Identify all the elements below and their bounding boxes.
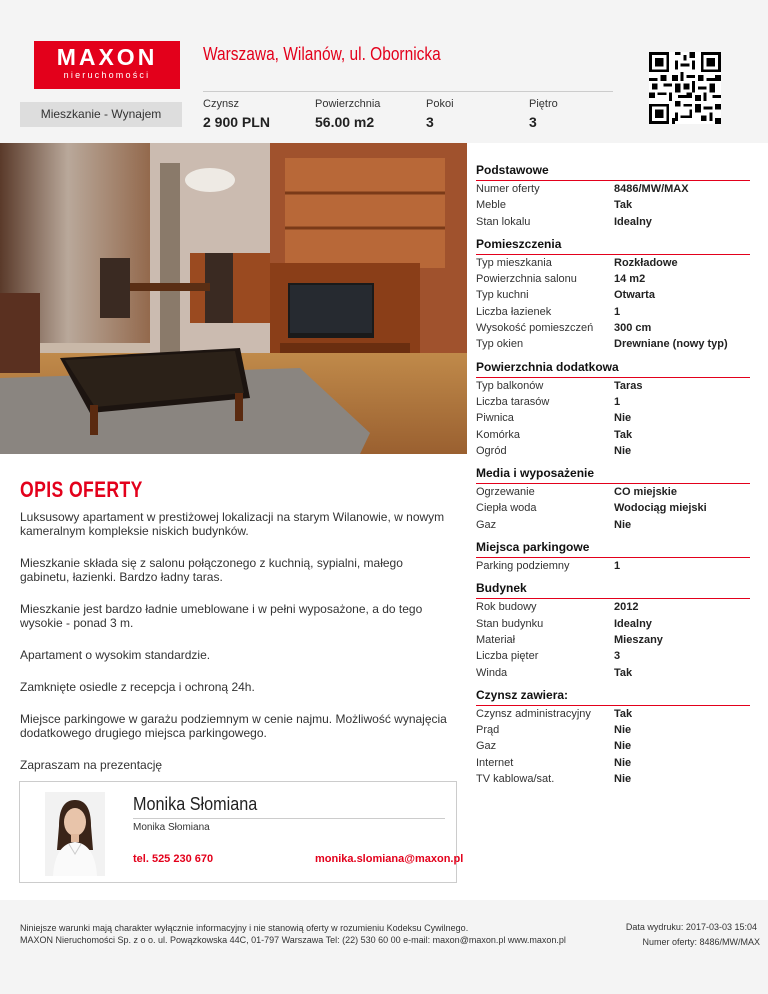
description-text [20, 510, 450, 790]
section-building [476, 581, 750, 680]
detail-value: Tak [614, 666, 633, 679]
detail-row [476, 706, 750, 722]
agent-name: Monika Słomiana [133, 794, 258, 814]
section-title: Czynsz zawiera: [476, 688, 750, 706]
detail-key: Liczba tarasów [476, 395, 550, 408]
section-basic [476, 163, 750, 230]
detail-row [476, 378, 750, 394]
detail-value: 300 cm [614, 322, 652, 335]
detail-value: 3 [614, 650, 621, 663]
detail-value: Idealny [614, 215, 652, 228]
detail-key: Gaz [476, 518, 497, 531]
detail-row [476, 320, 750, 336]
detail-key: Gaz [476, 740, 497, 753]
detail-value: Wodociąg miejski [614, 502, 707, 515]
detail-value: 8486/MW/MAX [614, 183, 689, 195]
detail-key: Prąd [476, 724, 500, 737]
detail-value: 1 [614, 305, 621, 318]
stat-floor [529, 98, 558, 130]
detail-key: Winda [476, 666, 508, 679]
detail-key: TV kablowa/sat. [476, 773, 555, 786]
section-title: Podstawowe [476, 163, 750, 181]
detail-key: Ogrzewanie [476, 486, 535, 499]
detail-row [476, 517, 750, 533]
offer-title: Warszawa, Wilanów, ul. Obornicka [203, 44, 441, 64]
avatar [45, 792, 105, 876]
section-title: Miejsca parkingowe [476, 540, 750, 558]
detail-value: Rozkładowe [614, 256, 678, 269]
detail-value: 1 [614, 395, 621, 408]
apartment-photo[interactable] [0, 143, 467, 454]
detail-row [476, 443, 750, 459]
detail-value: Nie [614, 412, 632, 425]
detail-value: 1 [614, 560, 621, 573]
stat-area [315, 98, 380, 130]
detail-row [476, 648, 750, 664]
description-paragraph: Zapraszam na prezentację [20, 758, 163, 772]
detail-row [476, 738, 750, 754]
detail-row [476, 394, 750, 410]
detail-row [476, 287, 750, 303]
footer-print-date: Data wydruku: 2017-03-03 15:04 [625, 922, 757, 932]
agent-card [19, 781, 464, 883]
detail-key: Wysokość pomieszczeń [476, 322, 594, 335]
detail-value: Nie [614, 724, 632, 737]
description-paragraph: Mieszkanie jest bardzo ładnie umeblowane i w pełni wyposażone, a do tego wysokie - ponad 3 m. [20, 602, 423, 630]
section-title: Budynek [476, 581, 750, 599]
detail-key: Materiał [476, 633, 516, 646]
detail-value: 2012 [614, 601, 639, 614]
detail-key: Komórka [476, 428, 521, 441]
agent-divider [133, 818, 445, 819]
detail-row [476, 304, 750, 320]
stat-value: 56.00 m2 [315, 114, 375, 130]
logo-sub-text: nieruchomości [63, 70, 151, 80]
detail-value: Nie [614, 773, 632, 786]
stat-rooms [426, 98, 454, 130]
description-paragraph: Luksusowy apartament w prestiżowej lokalizacji na starym Wilanowie, w nowym kameralnym kompleksie niskich budynków. [20, 510, 445, 538]
detail-value: Idealny [614, 617, 652, 630]
detail-row [476, 755, 750, 771]
detail-key: Czynsz administracyjny [476, 707, 591, 720]
detail-row [476, 599, 750, 615]
description-paragraph: Mieszkanie składa się z salonu połączonego z kuchnią, sypialni, małego gabinetu, łazienki. Bardzo ładny taras. [20, 556, 403, 584]
detail-key: Typ okien [476, 338, 524, 351]
footer-company-info: MAXON Nieruchomości Sp. z o o. ul. Powązkowska 44C, 01-797 Warszawa Tel: (22) 530 60 00 e-mail: maxon@maxon.pl www.maxon.pl [20, 935, 566, 945]
detail-key: Internet [476, 756, 514, 769]
logo-main-text: MAXON [56, 44, 158, 70]
description-paragraph: Zamknięte osiedle z recepcja i ochroną 24h. [20, 680, 255, 694]
detail-value: CO miejskie [614, 486, 677, 499]
detail-key: Typ kuchni [476, 289, 529, 302]
detail-value: Nie [614, 518, 632, 531]
detail-key: Liczba łazienek [476, 305, 552, 318]
stat-rent [203, 98, 270, 130]
detail-row [476, 255, 750, 271]
footer-disclaimer: Niniejsze warunki mają charakter wyłącznie informacyjny i nie stanowią oferty w rozumieniu Kodeksu Cywilnego. [20, 923, 469, 933]
detail-value: Otwarta [614, 289, 655, 302]
agent-subtitle: Monika Słomiana [133, 822, 210, 833]
detail-value: Nie [614, 756, 632, 769]
detail-key: Liczba pięter [476, 650, 539, 663]
detail-value: Nie [614, 444, 632, 457]
detail-row [476, 500, 750, 516]
detail-row [476, 665, 750, 681]
stat-value: 2 900 PLN [203, 114, 270, 130]
section-title: Media i wyposażenie [476, 466, 750, 484]
description-paragraph: Miejsce parkingowe w garażu podziemnym w cenie najmu. Możliwość wynajęcia dodatkowego drugiego miejsca parkingowego. [20, 712, 447, 740]
detail-row [476, 214, 750, 230]
detail-key: Powierzchnia salonu [476, 273, 577, 286]
offer-header [0, 0, 768, 143]
maxon-logo[interactable] [34, 41, 180, 89]
detail-value: Mieszany [614, 633, 663, 646]
detail-row [476, 197, 750, 213]
agent-email-link[interactable]: monika.slomiana@maxon.pl [315, 853, 464, 865]
stat-label: Czynsz [203, 98, 240, 110]
detail-key: Stan budynku [476, 617, 544, 630]
header-divider [203, 91, 613, 92]
detail-value: Taras [614, 379, 643, 392]
detail-key: Numer oferty [476, 183, 540, 195]
detail-key: Typ mieszkania [476, 256, 552, 269]
section-parking [476, 540, 750, 574]
detail-value: Tak [614, 707, 633, 720]
detail-key: Typ balkonów [476, 379, 544, 392]
section-media [476, 466, 750, 533]
detail-row [476, 616, 750, 632]
section-title: Powierzchnia dodatkowa [476, 360, 750, 378]
detail-value: Nie [614, 740, 632, 753]
section-title: Pomieszczenia [476, 237, 750, 255]
detail-key: Meble [476, 199, 506, 212]
section-rooms [476, 237, 750, 353]
section-extra-area [476, 360, 750, 459]
footer-offer-number: Numer oferty: 8486/MW/MAX [642, 937, 760, 947]
offer-details [476, 163, 750, 794]
detail-key: Ciepła woda [476, 502, 537, 515]
offer-type-badge: Mieszkanie - Wynajem [20, 102, 182, 127]
detail-value: 14 m2 [614, 273, 646, 286]
detail-row [476, 722, 750, 738]
detail-row [476, 271, 750, 287]
stat-value: 3 [426, 114, 434, 130]
page-footer [0, 900, 768, 994]
stat-label: Pokoi [426, 98, 454, 110]
detail-value: Tak [614, 199, 633, 212]
section-rent-includes [476, 688, 750, 787]
detail-row [476, 336, 750, 352]
detail-key: Stan lokalu [476, 215, 531, 228]
description-paragraph: Apartament o wysokim standardzie. [20, 648, 211, 662]
detail-row [476, 484, 750, 500]
detail-row [476, 181, 750, 197]
qr-code-icon[interactable] [647, 52, 723, 124]
detail-row [476, 632, 750, 648]
detail-row [476, 410, 750, 426]
detail-row [476, 427, 750, 443]
stat-label: Piętro [529, 98, 558, 110]
detail-key: Piwnica [476, 412, 514, 425]
detail-key: Parking podziemny [476, 560, 570, 573]
detail-value: Drewniane (nowy typ) [614, 338, 728, 351]
detail-row [476, 771, 750, 787]
description-title: OPIS OFERTY [20, 477, 143, 502]
detail-row [476, 558, 750, 574]
detail-key: Ogród [476, 444, 507, 457]
detail-value: Tak [614, 428, 633, 441]
agent-phone-link[interactable]: tel. 525 230 670 [133, 853, 214, 865]
stat-label: Powierzchnia [315, 98, 381, 110]
detail-key: Rok budowy [476, 601, 537, 614]
stat-value: 3 [529, 114, 537, 130]
